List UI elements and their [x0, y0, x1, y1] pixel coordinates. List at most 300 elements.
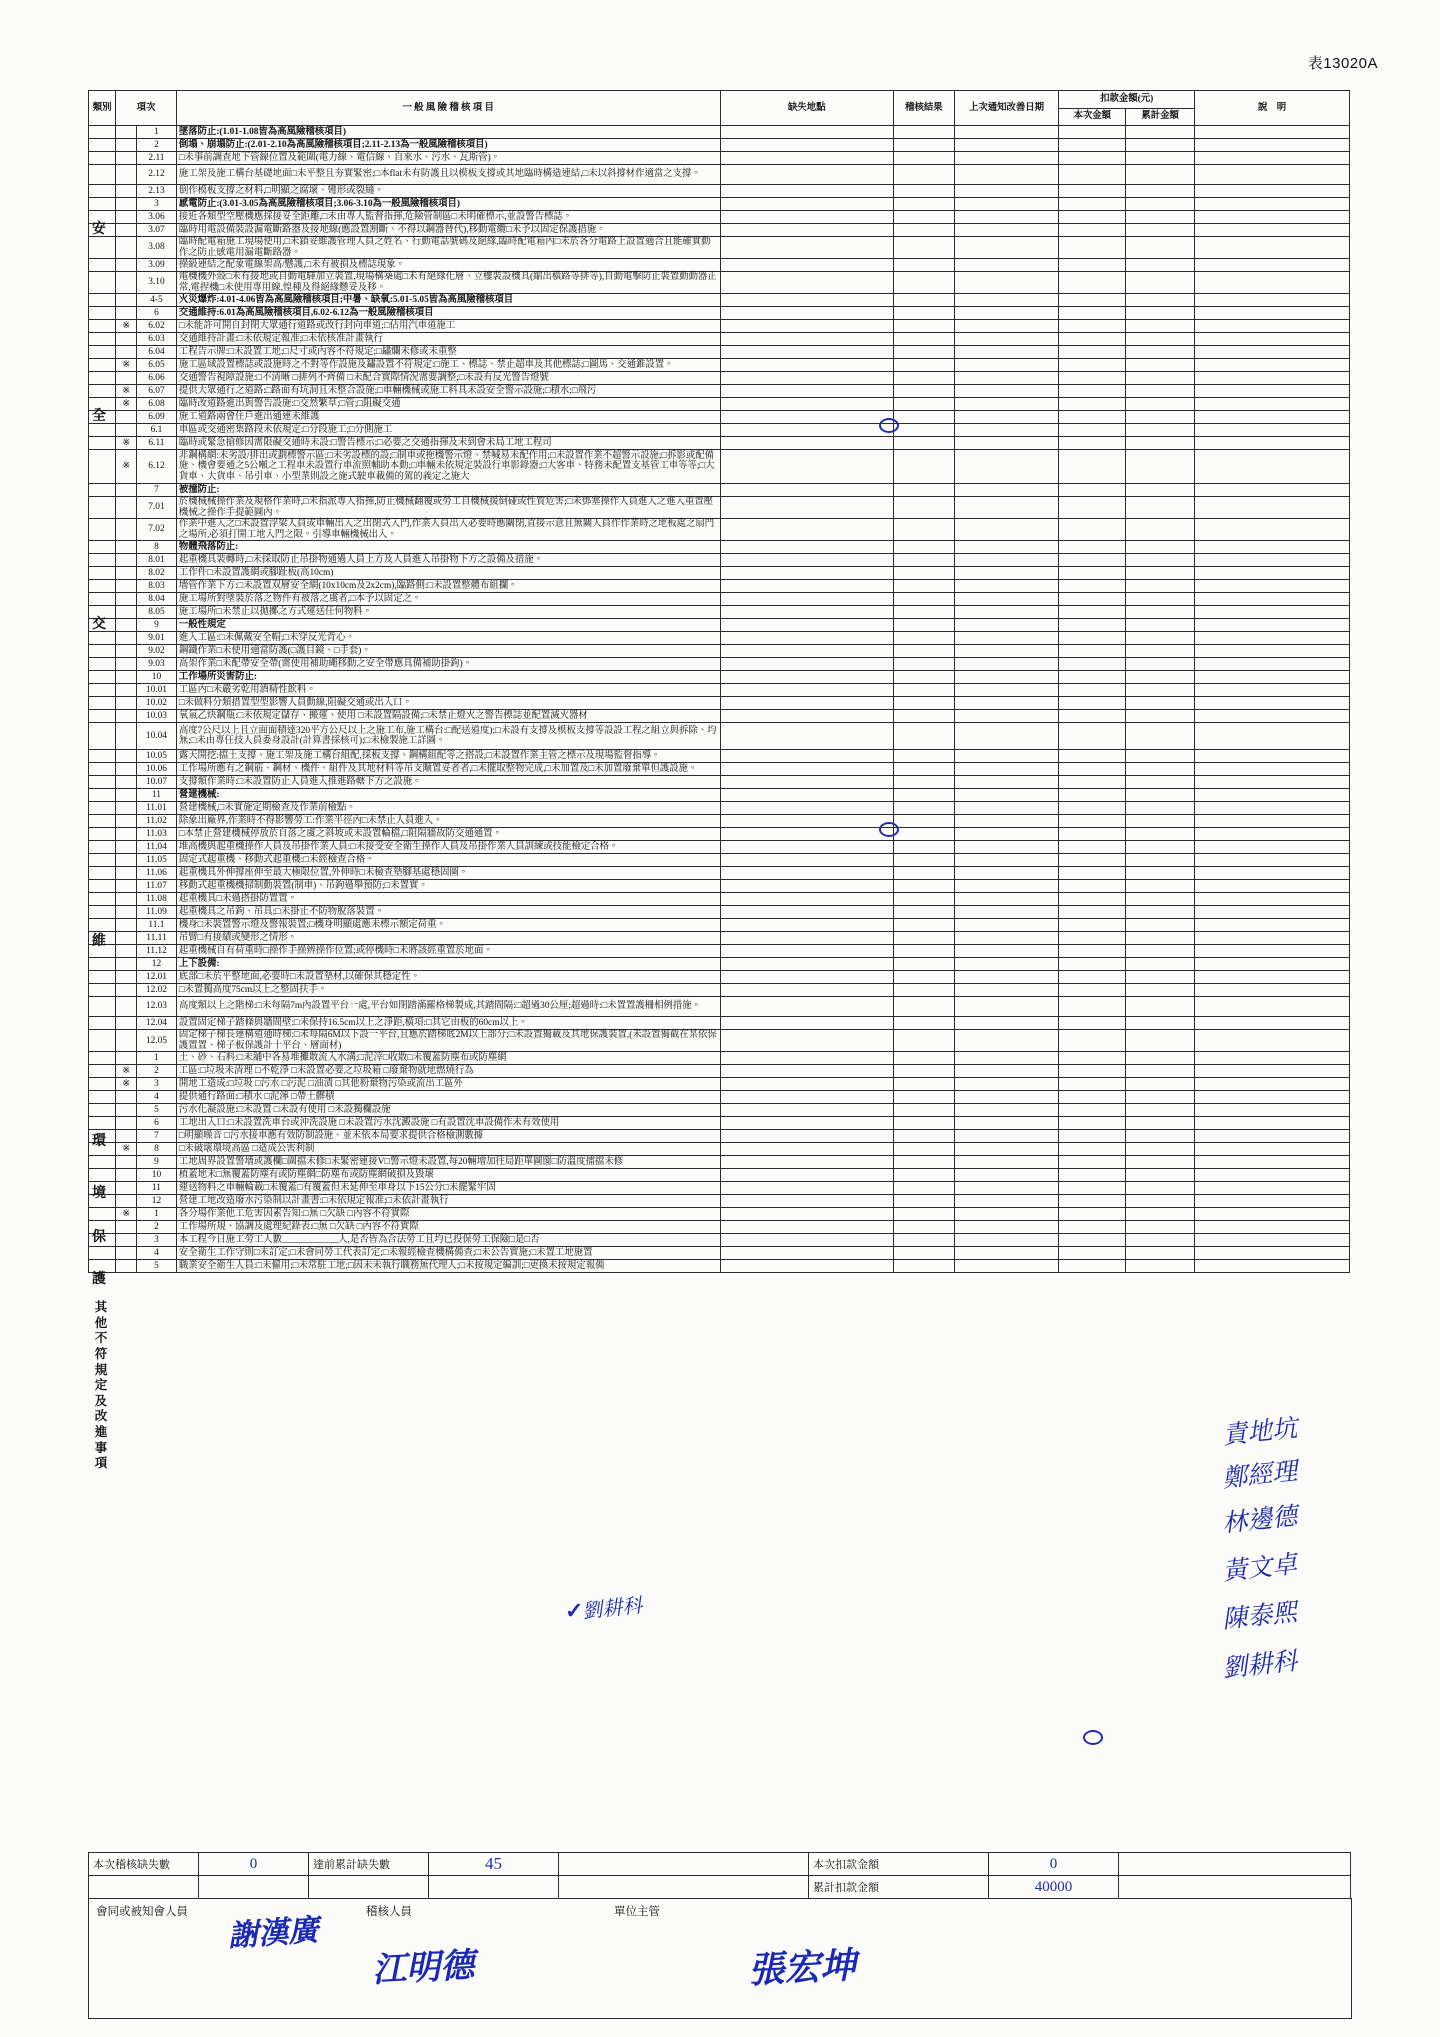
row-date-cell[interactable] [954, 1221, 1059, 1234]
row-date-cell[interactable] [954, 1260, 1059, 1273]
row-memo-cell[interactable] [1195, 1169, 1350, 1182]
row-amt-cell[interactable] [1059, 272, 1126, 294]
row-result-cell[interactable] [894, 841, 955, 854]
row-defect-cell[interactable] [720, 606, 894, 619]
row-memo-cell[interactable] [1195, 152, 1350, 165]
row-date-cell[interactable] [954, 658, 1059, 671]
row-memo-cell[interactable] [1195, 1208, 1350, 1221]
row-date-cell[interactable] [954, 880, 1059, 893]
row-amt2-cell[interactable] [1126, 763, 1195, 776]
row-defect-cell[interactable] [720, 424, 894, 437]
row-memo-cell[interactable] [1195, 789, 1350, 802]
row-memo-cell[interactable] [1195, 437, 1350, 450]
row-memo-cell[interactable] [1195, 1234, 1350, 1247]
row-memo-cell[interactable] [1195, 1065, 1350, 1078]
row-amt2-cell[interactable] [1126, 333, 1195, 346]
row-date-cell[interactable] [954, 867, 1059, 880]
row-result-cell[interactable] [894, 259, 955, 272]
row-result-cell[interactable] [894, 658, 955, 671]
row-amt2-cell[interactable] [1126, 372, 1195, 385]
row-amt-cell[interactable] [1059, 1052, 1126, 1065]
row-defect-cell[interactable] [720, 294, 894, 307]
row-amt-cell[interactable] [1059, 828, 1126, 841]
row-amt2-cell[interactable] [1126, 1208, 1195, 1221]
row-memo-cell[interactable] [1195, 1247, 1350, 1260]
row-memo-cell[interactable] [1195, 554, 1350, 567]
row-amt-cell[interactable] [1059, 1221, 1126, 1234]
row-result-cell[interactable] [894, 632, 955, 645]
row-defect-cell[interactable] [720, 841, 894, 854]
row-memo-cell[interactable] [1195, 1156, 1350, 1169]
row-result-cell[interactable] [894, 619, 955, 632]
row-memo-cell[interactable] [1195, 294, 1350, 307]
row-memo-cell[interactable] [1195, 841, 1350, 854]
row-amt-cell[interactable] [1059, 1065, 1126, 1078]
row-amt-cell[interactable] [1059, 1017, 1126, 1030]
row-amt-cell[interactable] [1059, 139, 1126, 152]
row-date-cell[interactable] [954, 828, 1059, 841]
row-amt2-cell[interactable] [1126, 1030, 1195, 1052]
row-date-cell[interactable] [954, 893, 1059, 906]
row-date-cell[interactable] [954, 776, 1059, 789]
row-amt-cell[interactable] [1059, 152, 1126, 165]
row-date-cell[interactable] [954, 606, 1059, 619]
row-amt2-cell[interactable] [1126, 606, 1195, 619]
row-result-cell[interactable] [894, 211, 955, 224]
row-date-cell[interactable] [954, 1247, 1059, 1260]
row-defect-cell[interactable] [720, 710, 894, 723]
row-amt-cell[interactable] [1059, 1078, 1126, 1091]
row-result-cell[interactable] [894, 497, 955, 519]
row-result-cell[interactable] [894, 593, 955, 606]
row-amt2-cell[interactable] [1126, 307, 1195, 320]
row-memo-cell[interactable] [1195, 1030, 1350, 1052]
row-result-cell[interactable] [894, 424, 955, 437]
row-result-cell[interactable] [894, 165, 955, 185]
row-amt-cell[interactable] [1059, 880, 1126, 893]
row-amt2-cell[interactable] [1126, 841, 1195, 854]
row-amt-cell[interactable] [1059, 593, 1126, 606]
row-date-cell[interactable] [954, 424, 1059, 437]
row-date-cell[interactable] [954, 1156, 1059, 1169]
row-memo-cell[interactable] [1195, 385, 1350, 398]
row-amt-cell[interactable] [1059, 224, 1126, 237]
row-amt-cell[interactable] [1059, 307, 1126, 320]
row-amt-cell[interactable] [1059, 320, 1126, 333]
row-amt-cell[interactable] [1059, 185, 1126, 198]
row-date-cell[interactable] [954, 1017, 1059, 1030]
row-date-cell[interactable] [954, 671, 1059, 684]
row-amt2-cell[interactable] [1126, 906, 1195, 919]
row-date-cell[interactable] [954, 750, 1059, 763]
row-memo-cell[interactable] [1195, 398, 1350, 411]
row-amt-cell[interactable] [1059, 710, 1126, 723]
row-amt-cell[interactable] [1059, 906, 1126, 919]
row-amt-cell[interactable] [1059, 294, 1126, 307]
row-defect-cell[interactable] [720, 1195, 894, 1208]
row-defect-cell[interactable] [720, 802, 894, 815]
row-amt-cell[interactable] [1059, 519, 1126, 541]
row-memo-cell[interactable] [1195, 645, 1350, 658]
row-result-cell[interactable] [894, 294, 955, 307]
row-memo-cell[interactable] [1195, 307, 1350, 320]
row-amt-cell[interactable] [1059, 893, 1126, 906]
value-prev-total[interactable]: 45 [429, 1853, 559, 1876]
row-memo-cell[interactable] [1195, 906, 1350, 919]
row-date-cell[interactable] [954, 294, 1059, 307]
row-amt-cell[interactable] [1059, 398, 1126, 411]
row-result-cell[interactable] [894, 139, 955, 152]
row-memo-cell[interactable] [1195, 997, 1350, 1017]
row-memo-cell[interactable] [1195, 126, 1350, 139]
row-defect-cell[interactable] [720, 554, 894, 567]
row-result-cell[interactable] [894, 671, 955, 684]
row-date-cell[interactable] [954, 519, 1059, 541]
row-memo-cell[interactable] [1195, 346, 1350, 359]
row-amt-cell[interactable] [1059, 1130, 1126, 1143]
row-amt-cell[interactable] [1059, 632, 1126, 645]
row-result-cell[interactable] [894, 126, 955, 139]
row-defect-cell[interactable] [720, 1143, 894, 1156]
row-memo-cell[interactable] [1195, 1052, 1350, 1065]
row-result-cell[interactable] [894, 906, 955, 919]
row-result-cell[interactable] [894, 519, 955, 541]
row-memo-cell[interactable] [1195, 484, 1350, 497]
row-amt2-cell[interactable] [1126, 697, 1195, 710]
row-memo-cell[interactable] [1195, 697, 1350, 710]
row-result-cell[interactable] [894, 1078, 955, 1091]
row-memo-cell[interactable] [1195, 1117, 1350, 1130]
row-defect-cell[interactable] [720, 185, 894, 198]
row-amt-cell[interactable] [1059, 750, 1126, 763]
row-date-cell[interactable] [954, 854, 1059, 867]
row-result-cell[interactable] [894, 723, 955, 750]
row-amt-cell[interactable] [1059, 484, 1126, 497]
row-result-cell[interactable] [894, 1017, 955, 1030]
row-amt-cell[interactable] [1059, 671, 1126, 684]
row-result-cell[interactable] [894, 854, 955, 867]
row-memo-cell[interactable] [1195, 984, 1350, 997]
row-amt-cell[interactable] [1059, 567, 1126, 580]
row-memo-cell[interactable] [1195, 1182, 1350, 1195]
row-amt-cell[interactable] [1059, 763, 1126, 776]
row-result-cell[interactable] [894, 333, 955, 346]
row-result-cell[interactable] [894, 997, 955, 1017]
row-amt2-cell[interactable] [1126, 484, 1195, 497]
row-result-cell[interactable] [894, 398, 955, 411]
row-defect-cell[interactable] [720, 385, 894, 398]
row-amt-cell[interactable] [1059, 411, 1126, 424]
row-amt-cell[interactable] [1059, 815, 1126, 828]
row-amt2-cell[interactable] [1126, 1195, 1195, 1208]
row-amt2-cell[interactable] [1126, 1052, 1195, 1065]
row-result-cell[interactable] [894, 1260, 955, 1273]
row-defect-cell[interactable] [720, 165, 894, 185]
row-amt-cell[interactable] [1059, 932, 1126, 945]
row-amt-cell[interactable] [1059, 554, 1126, 567]
row-memo-cell[interactable] [1195, 411, 1350, 424]
row-defect-cell[interactable] [720, 1156, 894, 1169]
row-memo-cell[interactable] [1195, 867, 1350, 880]
row-result-cell[interactable] [894, 697, 955, 710]
row-memo-cell[interactable] [1195, 497, 1350, 519]
row-memo-cell[interactable] [1195, 1017, 1350, 1030]
row-amt2-cell[interactable] [1126, 750, 1195, 763]
row-amt-cell[interactable] [1059, 497, 1126, 519]
row-amt2-cell[interactable] [1126, 971, 1195, 984]
row-date-cell[interactable] [954, 1052, 1059, 1065]
row-amt2-cell[interactable] [1126, 554, 1195, 567]
row-amt-cell[interactable] [1059, 346, 1126, 359]
row-result-cell[interactable] [894, 1208, 955, 1221]
row-defect-cell[interactable] [720, 198, 894, 211]
row-result-cell[interactable] [894, 346, 955, 359]
row-amt2-cell[interactable] [1126, 450, 1195, 484]
row-date-cell[interactable] [954, 580, 1059, 593]
row-amt2-cell[interactable] [1126, 411, 1195, 424]
row-amt2-cell[interactable] [1126, 867, 1195, 880]
row-date-cell[interactable] [954, 411, 1059, 424]
row-defect-cell[interactable] [720, 1234, 894, 1247]
row-defect-cell[interactable] [720, 497, 894, 519]
row-memo-cell[interactable] [1195, 593, 1350, 606]
row-date-cell[interactable] [954, 932, 1059, 945]
row-amt-cell[interactable] [1059, 1195, 1126, 1208]
row-memo-cell[interactable] [1195, 763, 1350, 776]
row-amt-cell[interactable] [1059, 1030, 1126, 1052]
row-date-cell[interactable] [954, 541, 1059, 554]
row-amt-cell[interactable] [1059, 684, 1126, 697]
row-memo-cell[interactable] [1195, 450, 1350, 484]
row-amt2-cell[interactable] [1126, 320, 1195, 333]
row-amt2-cell[interactable] [1126, 854, 1195, 867]
row-result-cell[interactable] [894, 554, 955, 567]
row-date-cell[interactable] [954, 567, 1059, 580]
row-amt2-cell[interactable] [1126, 710, 1195, 723]
row-defect-cell[interactable] [720, 1052, 894, 1065]
row-memo-cell[interactable] [1195, 165, 1350, 185]
row-result-cell[interactable] [894, 372, 955, 385]
row-memo-cell[interactable] [1195, 619, 1350, 632]
row-memo-cell[interactable] [1195, 320, 1350, 333]
row-amt2-cell[interactable] [1126, 1247, 1195, 1260]
row-result-cell[interactable] [894, 1234, 955, 1247]
row-result-cell[interactable] [894, 1130, 955, 1143]
row-defect-cell[interactable] [720, 346, 894, 359]
row-defect-cell[interactable] [720, 1017, 894, 1030]
row-amt2-cell[interactable] [1126, 1078, 1195, 1091]
row-amt2-cell[interactable] [1126, 294, 1195, 307]
row-date-cell[interactable] [954, 1169, 1059, 1182]
row-result-cell[interactable] [894, 1091, 955, 1104]
row-result-cell[interactable] [894, 710, 955, 723]
row-result-cell[interactable] [894, 450, 955, 484]
row-amt2-cell[interactable] [1126, 580, 1195, 593]
row-memo-cell[interactable] [1195, 1221, 1350, 1234]
row-memo-cell[interactable] [1195, 424, 1350, 437]
row-defect-cell[interactable] [720, 815, 894, 828]
row-memo-cell[interactable] [1195, 919, 1350, 932]
row-amt-cell[interactable] [1059, 424, 1126, 437]
row-result-cell[interactable] [894, 945, 955, 958]
row-date-cell[interactable] [954, 1234, 1059, 1247]
row-amt2-cell[interactable] [1126, 645, 1195, 658]
row-amt-cell[interactable] [1059, 697, 1126, 710]
row-defect-cell[interactable] [720, 684, 894, 697]
row-amt-cell[interactable] [1059, 237, 1126, 259]
row-defect-cell[interactable] [720, 126, 894, 139]
row-date-cell[interactable] [954, 198, 1059, 211]
row-defect-cell[interactable] [720, 645, 894, 658]
row-date-cell[interactable] [954, 237, 1059, 259]
row-amt2-cell[interactable] [1126, 185, 1195, 198]
row-result-cell[interactable] [894, 484, 955, 497]
row-defect-cell[interactable] [720, 723, 894, 750]
row-memo-cell[interactable] [1195, 224, 1350, 237]
row-date-cell[interactable] [954, 958, 1059, 971]
row-defect-cell[interactable] [720, 437, 894, 450]
row-amt-cell[interactable] [1059, 333, 1126, 346]
row-amt-cell[interactable] [1059, 945, 1126, 958]
row-defect-cell[interactable] [720, 919, 894, 932]
row-result-cell[interactable] [894, 645, 955, 658]
row-result-cell[interactable] [894, 867, 955, 880]
row-memo-cell[interactable] [1195, 815, 1350, 828]
row-amt-cell[interactable] [1059, 450, 1126, 484]
row-result-cell[interactable] [894, 684, 955, 697]
row-result-cell[interactable] [894, 1065, 955, 1078]
row-date-cell[interactable] [954, 152, 1059, 165]
row-defect-cell[interactable] [720, 1260, 894, 1273]
row-amt2-cell[interactable] [1126, 815, 1195, 828]
row-amt-cell[interactable] [1059, 723, 1126, 750]
row-amt2-cell[interactable] [1126, 224, 1195, 237]
row-defect-cell[interactable] [720, 880, 894, 893]
row-memo-cell[interactable] [1195, 971, 1350, 984]
row-amt2-cell[interactable] [1126, 880, 1195, 893]
row-memo-cell[interactable] [1195, 958, 1350, 971]
row-result-cell[interactable] [894, 919, 955, 932]
row-memo-cell[interactable] [1195, 606, 1350, 619]
row-amt2-cell[interactable] [1126, 1117, 1195, 1130]
row-defect-cell[interactable] [720, 750, 894, 763]
row-result-cell[interactable] [894, 437, 955, 450]
row-defect-cell[interactable] [720, 1030, 894, 1052]
row-amt2-cell[interactable] [1126, 997, 1195, 1017]
row-amt2-cell[interactable] [1126, 211, 1195, 224]
row-result-cell[interactable] [894, 1182, 955, 1195]
row-date-cell[interactable] [954, 398, 1059, 411]
row-defect-cell[interactable] [720, 1221, 894, 1234]
row-amt-cell[interactable] [1059, 958, 1126, 971]
row-amt2-cell[interactable] [1126, 398, 1195, 411]
row-defect-cell[interactable] [720, 971, 894, 984]
row-result-cell[interactable] [894, 198, 955, 211]
row-result-cell[interactable] [894, 567, 955, 580]
row-result-cell[interactable] [894, 152, 955, 165]
row-memo-cell[interactable] [1195, 710, 1350, 723]
row-date-cell[interactable] [954, 497, 1059, 519]
row-defect-cell[interactable] [720, 619, 894, 632]
row-defect-cell[interactable] [720, 828, 894, 841]
row-amt-cell[interactable] [1059, 1260, 1126, 1273]
row-date-cell[interactable] [954, 185, 1059, 198]
row-date-cell[interactable] [954, 165, 1059, 185]
signature-cowork[interactable]: 謝漢廣 [227, 1913, 320, 1954]
row-amt-cell[interactable] [1059, 802, 1126, 815]
value-defect-count[interactable]: 0 [199, 1853, 309, 1876]
row-amt2-cell[interactable] [1126, 359, 1195, 372]
row-amt2-cell[interactable] [1126, 1017, 1195, 1030]
signature-auditor[interactable]: 江明德 [371, 1947, 476, 1990]
row-memo-cell[interactable] [1195, 1195, 1350, 1208]
row-date-cell[interactable] [954, 945, 1059, 958]
row-memo-cell[interactable] [1195, 1130, 1350, 1143]
row-result-cell[interactable] [894, 606, 955, 619]
row-date-cell[interactable] [954, 1117, 1059, 1130]
row-amt2-cell[interactable] [1126, 723, 1195, 750]
row-amt-cell[interactable] [1059, 789, 1126, 802]
row-amt2-cell[interactable] [1126, 1130, 1195, 1143]
row-amt2-cell[interactable] [1126, 1169, 1195, 1182]
row-date-cell[interactable] [954, 346, 1059, 359]
row-defect-cell[interactable] [720, 867, 894, 880]
row-amt-cell[interactable] [1059, 1247, 1126, 1260]
row-amt2-cell[interactable] [1126, 658, 1195, 671]
row-date-cell[interactable] [954, 1104, 1059, 1117]
row-amt-cell[interactable] [1059, 198, 1126, 211]
row-amt-cell[interactable] [1059, 841, 1126, 854]
row-amt2-cell[interactable] [1126, 932, 1195, 945]
row-date-cell[interactable] [954, 697, 1059, 710]
row-amt-cell[interactable] [1059, 1156, 1126, 1169]
row-amt2-cell[interactable] [1126, 984, 1195, 997]
row-date-cell[interactable] [954, 723, 1059, 750]
row-memo-cell[interactable] [1195, 854, 1350, 867]
row-amt-cell[interactable] [1059, 971, 1126, 984]
row-amt2-cell[interactable] [1126, 776, 1195, 789]
row-amt2-cell[interactable] [1126, 1143, 1195, 1156]
row-amt2-cell[interactable] [1126, 237, 1195, 259]
row-amt-cell[interactable] [1059, 997, 1126, 1017]
row-date-cell[interactable] [954, 619, 1059, 632]
row-memo-cell[interactable] [1195, 776, 1350, 789]
row-defect-cell[interactable] [720, 259, 894, 272]
row-defect-cell[interactable] [720, 945, 894, 958]
row-memo-cell[interactable] [1195, 198, 1350, 211]
row-date-cell[interactable] [954, 359, 1059, 372]
row-memo-cell[interactable] [1195, 541, 1350, 554]
row-defect-cell[interactable] [720, 932, 894, 945]
row-amt-cell[interactable] [1059, 619, 1126, 632]
row-defect-cell[interactable] [720, 272, 894, 294]
row-date-cell[interactable] [954, 1091, 1059, 1104]
row-defect-cell[interactable] [720, 580, 894, 593]
row-amt2-cell[interactable] [1126, 1104, 1195, 1117]
row-defect-cell[interactable] [720, 632, 894, 645]
row-memo-cell[interactable] [1195, 750, 1350, 763]
row-date-cell[interactable] [954, 320, 1059, 333]
value-deduct-this[interactable]: 0 [989, 1853, 1119, 1876]
row-date-cell[interactable] [954, 385, 1059, 398]
row-memo-cell[interactable] [1195, 211, 1350, 224]
row-amt2-cell[interactable] [1126, 619, 1195, 632]
row-amt-cell[interactable] [1059, 867, 1126, 880]
row-amt2-cell[interactable] [1126, 802, 1195, 815]
row-amt-cell[interactable] [1059, 541, 1126, 554]
row-amt2-cell[interactable] [1126, 828, 1195, 841]
row-date-cell[interactable] [954, 259, 1059, 272]
